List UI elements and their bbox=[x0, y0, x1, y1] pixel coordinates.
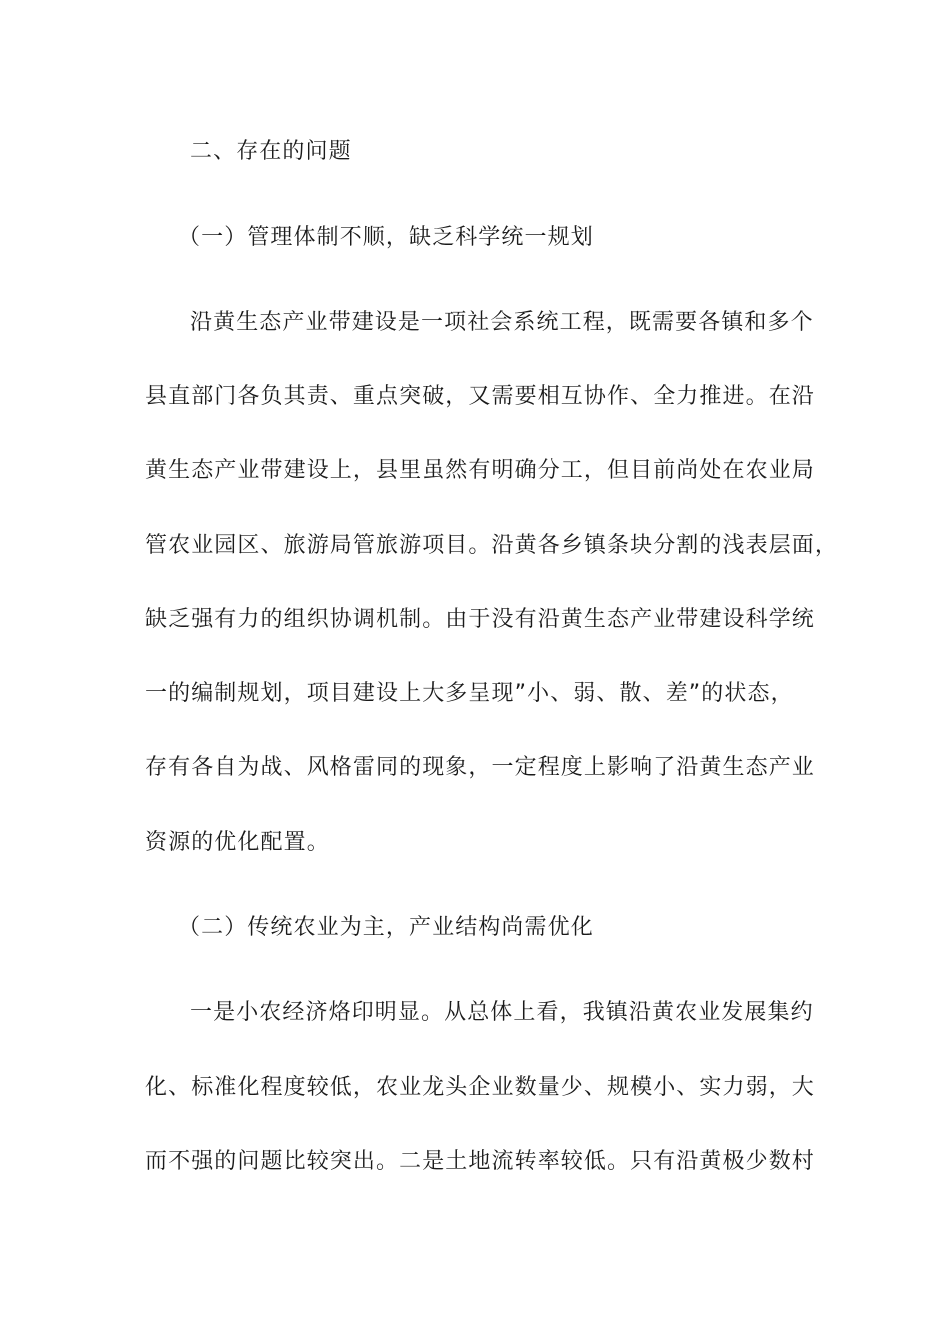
paragraph-line: 县直部门各负其责、重点突破，又需要相互协作、全力推进。在沿 bbox=[145, 384, 815, 409]
subsection-title-2: （二）传统农业为主，产业结构尚需优化 bbox=[178, 915, 594, 940]
paragraph-line: 资源的优化配置。 bbox=[145, 830, 330, 855]
paragraph-line: 而不强的问题比较突出。二是土地流转率较低。只有沿黄极少数村 bbox=[145, 1149, 815, 1174]
paragraph-line: 一是小农经济烙印明显。从总体上看，我镇沿黄农业发展集约 bbox=[190, 1000, 814, 1025]
section-heading: 二、存在的问题 bbox=[190, 139, 352, 164]
paragraph-line: 化、标准化程度较低，农业龙头企业数量少、规模小、实力弱，大 bbox=[145, 1075, 815, 1100]
subsection-title-1: （一）管理体制不顺，缺乏科学统一规划 bbox=[178, 225, 594, 250]
paragraph-line: 管农业园区、旅游局管旅游项目。沿黄各乡镇条块分割的浅表层面， bbox=[145, 533, 839, 558]
paragraph-line: 沿黄生态产业带建设是一项社会系统工程，既需要各镇和多个 bbox=[190, 310, 814, 335]
paragraph-line: 存有各自为战、风格雷同的现象，一定程度上影响了沿黄生态产业 bbox=[145, 755, 815, 780]
paragraph-line: 一的编制规划，项目建设上大多呈现”小、弱、散、差”的状态， bbox=[145, 681, 794, 706]
paragraph-line: 缺乏强有力的组织协调机制。由于没有沿黄生态产业带建设科学统 bbox=[145, 607, 815, 632]
paragraph-line: 黄生态产业带建设上，县里虽然有明确分工，但目前尚处在农业局 bbox=[145, 458, 815, 483]
